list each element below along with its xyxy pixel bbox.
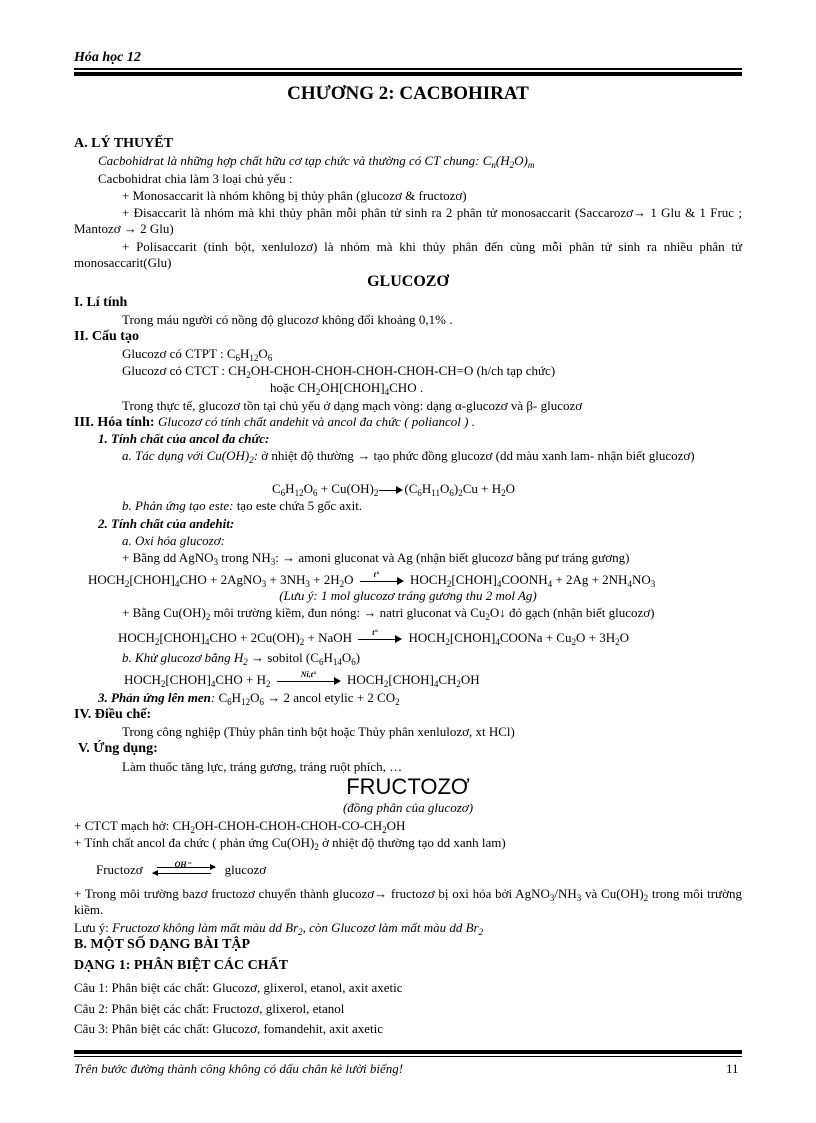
arrow-ni-icon: Ni,t° <box>277 676 341 686</box>
arrow-heat-icon: t° <box>358 634 402 644</box>
fructozo-equilibrium: Fructozơ OH⁻ glucozơ <box>96 860 267 877</box>
note-silver: (Lưu ý: 1 mol glucozơ tráng gương thu 2 mol Ag) <box>279 588 537 603</box>
fructozo-note: Lưu ý: Fructozơ không làm mất màu dd $Br_2$, còn Glucozơ làm mất màu dd $Br_2$ <box>74 920 484 937</box>
p1a-line: a. Tác dụng với $Cu(OH)_2$: ở nhiệt độ thường → tạo phức đồng glucozơ (dd màu xanh lam- nhận biết glucozơ) <box>122 448 695 465</box>
p2a-label: a. Oxi hóa glucozơ: <box>122 533 225 548</box>
section-b-heading: B. MỘT SỐ DẠNG BÀI TẬP <box>74 937 251 952</box>
p1-heading: 1. Tính chất của ancol đa chức: <box>98 431 270 446</box>
page-number: 11 <box>726 1061 739 1076</box>
arrow-icon <box>379 485 403 495</box>
s2-heading: II. Cấu tạo <box>74 329 139 344</box>
p2b-line: b. Khử glucozơ bằng $H_2$ → sobitol $(C_6H_{14}O_6)$ <box>122 650 361 667</box>
fructozo-prop1: + Tính chất ancol đa chức ( phản ứng $Cu(OH)_2$ ở nhiệt độ thường tạo dd xanh lam) <box>74 835 506 852</box>
glucozo-title: GLUCOZƠ <box>367 273 449 290</box>
arrow-heat-icon: t° <box>360 576 404 586</box>
p3-line: 3. Phản ứng lên men: $C_6H_{12}O_6 \to 2$ ancol etylic + 2 $CO_2$ <box>98 690 400 707</box>
fructozo-ctct: + CTCT mạch hở: $CH_2OH-CHOH-CHOH-CHOH-CO-CH_2OH$ <box>74 818 406 835</box>
p2-heading: 2. Tính chất của andehit: <box>98 516 235 531</box>
equilibrium-arrow-icon: OH⁻ <box>153 864 215 878</box>
fructozo-title: FRUCTOZƠ <box>346 774 470 799</box>
s4-heading: IV. Điều chế: <box>74 707 152 722</box>
def-line: Cacbohidrat là những hợp chất hữu cơ tạp chức và thường có CT chung: $C_n(H_2O)_m$ <box>98 153 535 170</box>
section-a-heading: A. LÝ THUYẾT <box>74 136 173 151</box>
header-subject: Hóa học 12 <box>74 50 141 65</box>
eq-cuoh2: $C_6H_{12}O_6 + Cu(OH)_2$ $(C_6H_{11}O_6)_2Cu + H_2O$ <box>272 481 515 498</box>
poly-line: + Polisaccarit (tinh bột, xenlulozơ) là nhóm mà khi thủy phân đến cùng mỗi phân tử sinh ra nhiều phân tử monosaccarit(Glu) <box>74 239 742 270</box>
s5-text: Làm thuốc tăng lực, tráng gương, tráng ruột phích, … <box>122 759 403 774</box>
fructozo-prop2: + Trong môi trường bazơ fructozơ chuyển thành glucozơ→ fructozơ bị oxi hóa bởi $AgNO_3/NH_3$ và $Cu(OH)_2$ trong môi trường kiềm. <box>74 886 742 917</box>
p2a2-line: + Bằng $Cu(OH)_2$ môi trường kiềm, đun nóng: → natri gluconat và $Cu_2O↓$ đỏ gạch (nhận biết glucozơ) <box>122 605 655 622</box>
chapter-title: CHƯƠNG 2: CACBOHIRAT <box>287 83 529 104</box>
s3-line: III. Hóa tính: Glucozơ có tính chất andehit và ancol đa chức ( poliancol ) . <box>74 414 475 430</box>
footer-motto: Trên bước đường thành công không có dấu chân kẻ lười biếng! <box>74 1061 404 1076</box>
header-rule-thin <box>74 68 742 70</box>
eq-sobitol: $HOCH_2[CHOH]_4CHO + H_2$ Ni,t° $HOCH_2[CHOH]_4CH_2OH$ <box>124 670 480 689</box>
classify-line: Cacbohidrat chia làm 3 loại chủ yếu : <box>98 171 293 186</box>
footer-rule-thick <box>74 1050 742 1054</box>
eq-agno3: $HOCH_2[CHOH]_4CHO$ + 2AgNO$_3$ + $3NH_3 + 2H_2O$ t° $HOCH_2[CHOH]_4COONH_4 + 2Ag + 2NH_4NO_3$ <box>88 570 656 589</box>
question-1: Câu 1: Phân biệt các chất: Glucozơ, glixerol, etanol, axit axetic <box>74 980 403 995</box>
question-2: Câu 2: Phân biệt các chất: Fructozơ, glixerol, etanol <box>74 1001 345 1016</box>
question-3: Câu 3: Phân biệt các chất: Glucozơ, fomandehit, axit axetic <box>74 1021 384 1036</box>
header-rule-thick <box>74 72 742 76</box>
s1-text: Trong máu người có nồng độ glucozơ không đổi khoảng 0,1% . <box>122 312 453 327</box>
s5-heading: V. Ứng dụng: <box>78 741 158 756</box>
mono-line: + Monosaccarit là nhóm không bị thủy phân (glucozơ & fructozơ) <box>122 188 467 203</box>
fructozo-subtitle: (đồng phân của glucozơ) <box>342 800 474 815</box>
p2a-line: + Bằng dd AgNO$_3$ trong $NH_3$: → amoni gluconat và Ag (nhận biết glucozơ bằng pư tráng gương) <box>122 550 630 567</box>
p1b-line: b. Phản ứng tạo este: tạo este chứa 5 gốc axit. <box>122 498 363 513</box>
s4-text: Trong công nghiệp (Thủy phân tinh bột hoặc Thủy phân xenlulozơ, xt HCl) <box>122 724 515 739</box>
eq-cuoh2-naoh: $HOCH_2[CHOH]_4CHO + 2Cu(OH)_2$ + NaOH t° $HOCH_2[CHOH]_4COONa + Cu_2O + 3H_2O$ <box>118 628 629 647</box>
di-line: + Đisaccarit là nhóm mà khi thủy phân mỗi phân tử sinh ra 2 phân tử monosaccarit (Saccarozơ→ 1 Glu & 1 Fruc ; Mantozơ → 2 Glu) <box>74 205 742 236</box>
form1-heading: DẠNG 1: PHÂN BIỆT CÁC CHẤT <box>74 958 289 973</box>
footer-rule-thin <box>74 1056 742 1057</box>
ctct-alt-line: hoặc $CH_2OH[CHOH]_4CHO$ . <box>270 380 424 397</box>
s1-heading: I. Lí tính <box>74 295 128 310</box>
ring-line: Trong thực tế, glucozơ tồn tại chủ yếu ở dạng mạch vòng: dạng α-glucozơ và β- glucozơ <box>122 398 583 413</box>
ctpt-line: Glucozơ có CTPT : $C_6H_{12}O_6$ <box>122 346 273 363</box>
ctct-line: Glucozơ có CTCT : $CH_2OH-CHOH-CHOH-CHOH-CHOH-CH=O$ (h/ch tạp chức) <box>122 363 556 380</box>
